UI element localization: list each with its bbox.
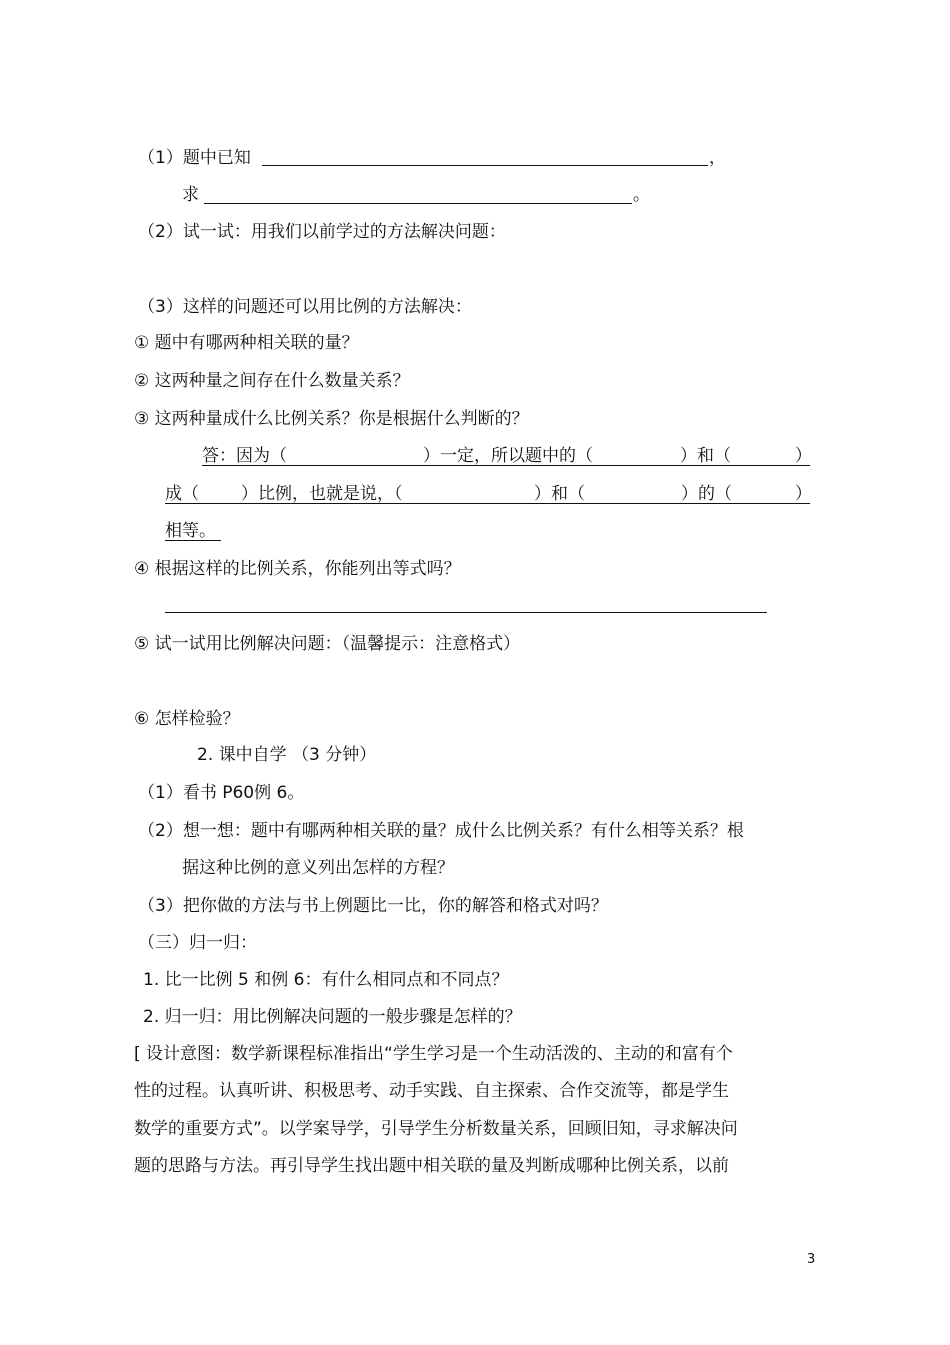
page-number: 3	[807, 1252, 816, 1267]
summary-2: 2. 归一归：用比例解决问题的一般步骤是怎样的？	[143, 1007, 522, 1027]
step-6: ⑥ 怎样检验？	[134, 709, 240, 729]
q1-ask-label: 求	[182, 185, 199, 205]
answer-2-c: ）和（	[534, 484, 585, 504]
self-study-1: （1）看书 P60例 6。	[138, 783, 305, 803]
question-3: （3）这样的问题还可以用比例的方法解决：	[138, 297, 472, 317]
self-study-2b: 据这种比例的意义列出怎样的方程？	[182, 858, 454, 878]
answer-1-a: 答：因为（	[202, 446, 287, 466]
q1-known-blank[interactable]	[262, 165, 708, 166]
self-study-2a: （2）想一想：题中有哪两种相关联的量？成什么比例关系？有什么相等关系？根	[138, 821, 744, 841]
answer-2-d: ）的（	[681, 484, 732, 504]
answer-1-d: ）	[795, 446, 812, 466]
answer-2-b: ）比例，也就是说，（	[241, 484, 403, 504]
q1-period: 。	[633, 185, 650, 205]
q1-known-label: （1）题中已知	[138, 148, 251, 168]
q1-comma: ，	[709, 148, 726, 168]
step-2: ② 这两种量之间存在什么数量关系？	[134, 371, 410, 391]
step-3: ③ 这两种量成什么比例关系？你是根据什么判断的？	[134, 409, 529, 429]
step-1: ① 题中有哪两种相关联的量？	[134, 333, 359, 353]
q1-ask-blank[interactable]	[204, 203, 632, 204]
answer-3: 相等。	[165, 521, 216, 541]
question-2: （2）试一试：用我们以前学过的方法解决问题：	[138, 222, 506, 242]
design-intent-line-4: 题的思路与方法。再引导学生找出题中相关联的量及判断成哪种比例关系，以前	[134, 1156, 729, 1176]
step-5: ⑤ 试一试用比例解决问题：（温馨提示：注意格式）	[134, 634, 521, 654]
self-study-3: （3）把你做的方法与书上例题比一比，你的解答和格式对吗？	[138, 896, 608, 916]
design-intent-line-1: [ 设计意图：数学新课程标准指出“学生学习是一个生动活泼的、主动的和富有个	[134, 1044, 733, 1064]
equation-blank[interactable]	[165, 612, 767, 613]
section-3-title: （三）归一归：	[138, 933, 257, 953]
summary-1: 1. 比一比例 5 和例 6：有什么相同点和不同点？	[143, 970, 509, 990]
answer-1-b: ）一定，所以题中的（	[423, 446, 593, 466]
answer-1-c: ）和（	[680, 446, 731, 466]
section-2-title: 2. 课中自学 （3 分钟）	[197, 745, 377, 765]
answer-2-a: 成（	[165, 484, 199, 504]
design-intent-line-3: 数学的重要方式”。以学案导学，引导学生分析数量关系，回顾旧知，寻求解决问	[134, 1119, 738, 1139]
answer-2-e: ）	[795, 484, 812, 504]
design-intent-line-2: 性的过程。认真听讲、积极思考、动手实践、自主探索、合作交流等，都是学生	[134, 1081, 729, 1101]
step-4: ④ 根据这样的比例关系，你能列出等式吗？	[134, 559, 461, 579]
